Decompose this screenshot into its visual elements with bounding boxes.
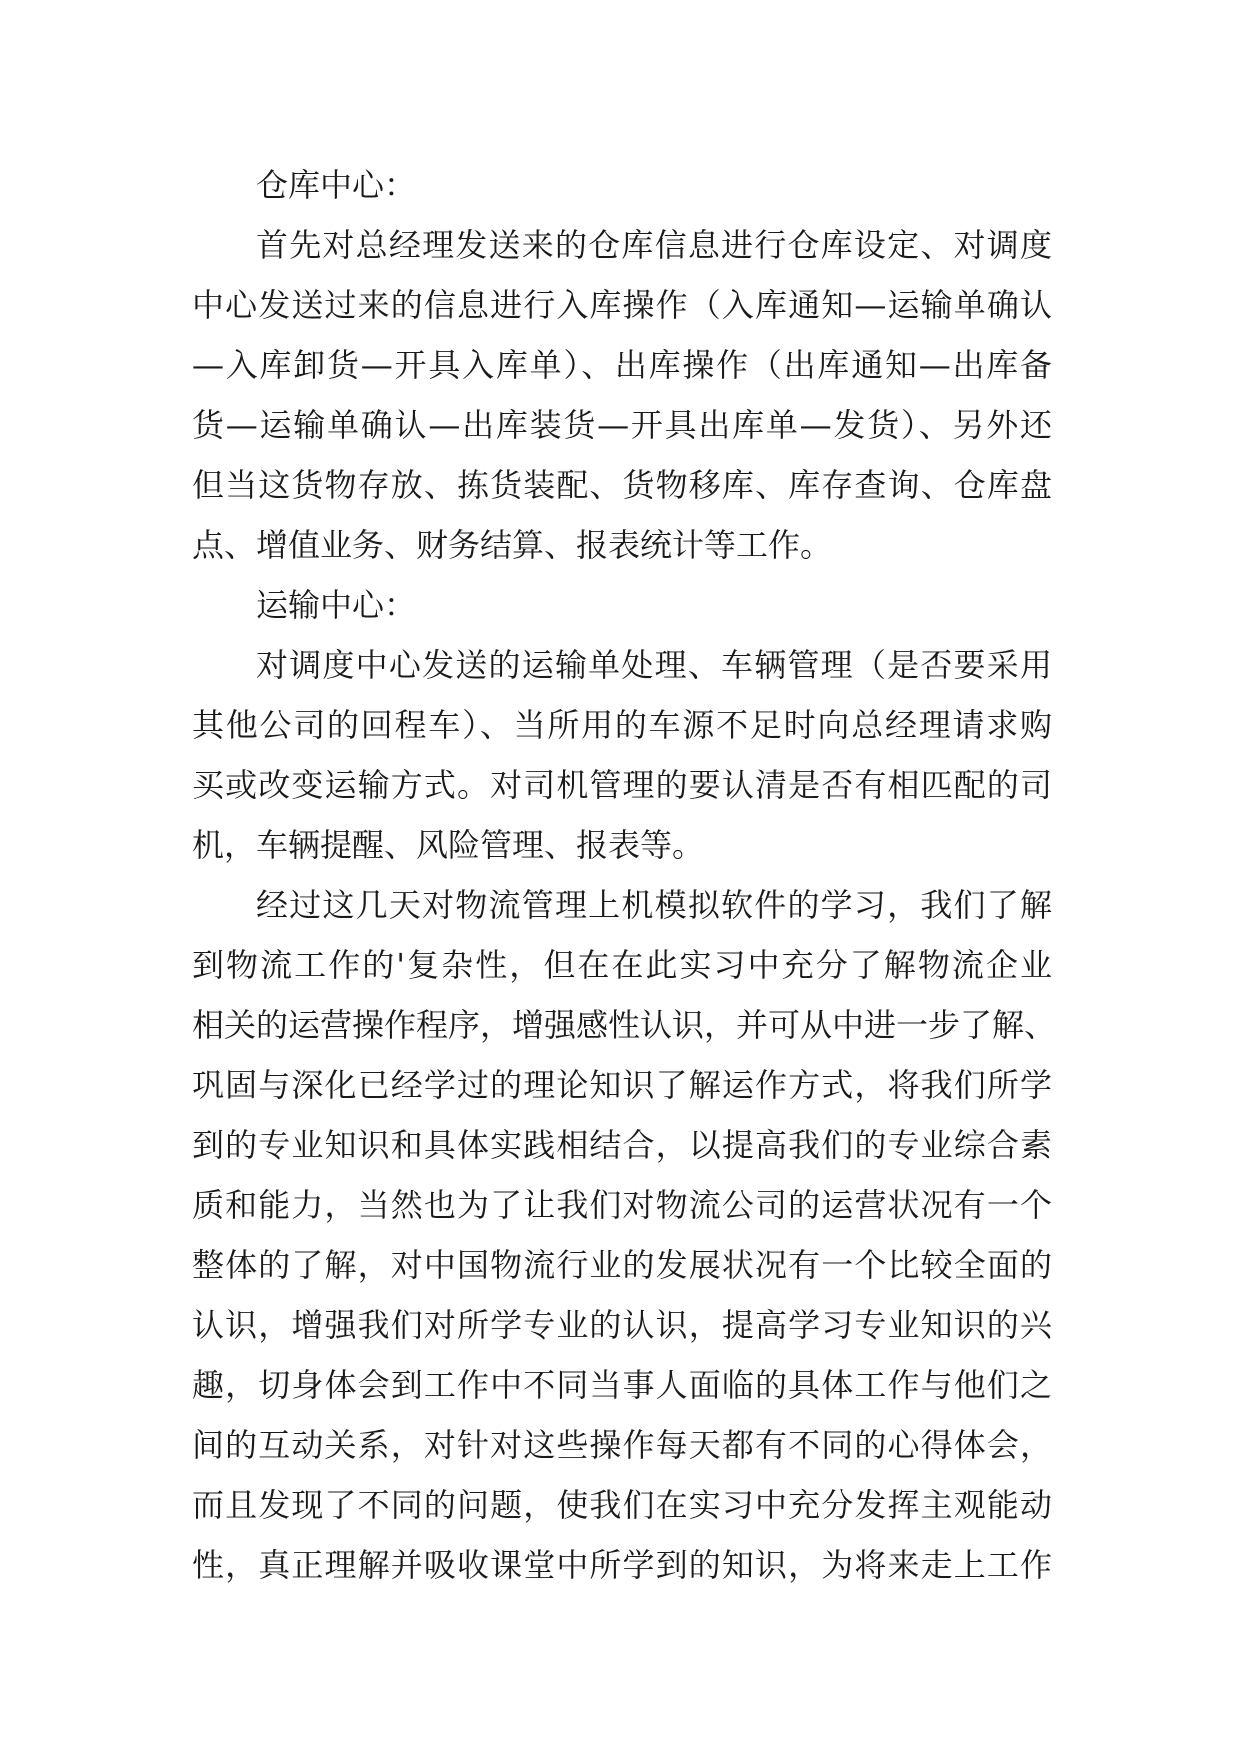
text-line: 首先对总经理发送来的仓库信息进行仓库设定、对调度 [256,226,1052,264]
text-line: 趣，切身体会到工作中不同当事人面临的具体工作与他们之 [192,1366,1052,1404]
text-line: 到的专业知识和具体实践相结合，以提高我们的专业综合素 [192,1126,1052,1164]
text-line: 认识，增强我们对所学专业的认识，提高学习专业知识的兴 [192,1306,1052,1344]
heading-transport-center: 运输中心： [256,586,417,624]
text-line: 性，真正理解并吸收课堂中所学到的知识，为将来走上工作 [192,1546,1052,1584]
text-line: 间的互动关系，对针对这些操作每天都有不同的心得体会， [192,1426,1052,1464]
text-line: 巩固与深化已经学过的理论知识了解运作方式，将我们所学 [192,1066,1052,1104]
text-line: 但当这货物存放、拣货装配、货物移库、库存查询、仓库盘 [192,466,1052,504]
text-line: 中心发送过来的信息进行入库操作（入库通知—运输单确认 [192,286,1052,324]
text-line: —入库卸货—开具入库单）、出库操作（出库通知—出库备 [192,346,1052,384]
text-line: 买或改变运输方式。对司机管理的要认清是否有相匹配的司 [192,766,1052,804]
text-line: 整体的了解，对中国物流行业的发展状况有一个比较全面的 [192,1246,1052,1284]
text-line: 点、增值业务、财务结算、报表统计等工作。 [192,526,833,564]
text-line: 对调度中心发送的运输单处理、车辆管理（是否要采用 [256,646,1052,684]
text-line: 而且发现了不同的问题，使我们在实习中充分发挥主观能动 [192,1486,1052,1524]
heading-warehouse-center: 仓库中心： [256,166,417,204]
text-line: 机，车辆提醒、风险管理、报表等。 [192,826,705,864]
text-line: 到物流工作的'复杂性，但在在此实习中充分了解物流企业 [192,946,1052,984]
text-line: 货—运输单确认—出库装货—开具出库单—发货）、另外还 [192,406,1052,444]
text-line: 质和能力，当然也为了让我们对物流公司的运营状况有一个 [192,1186,1052,1224]
text-line: 相关的运营操作程序，增强感性认识，并可从中进一步了解、 [192,1006,1057,1044]
text-line: 其他公司的回程车）、当所用的车源不足时向总经理请求购 [192,706,1052,744]
text-line: 经过这几天对物流管理上机模拟软件的学习，我们了解 [256,886,1052,924]
